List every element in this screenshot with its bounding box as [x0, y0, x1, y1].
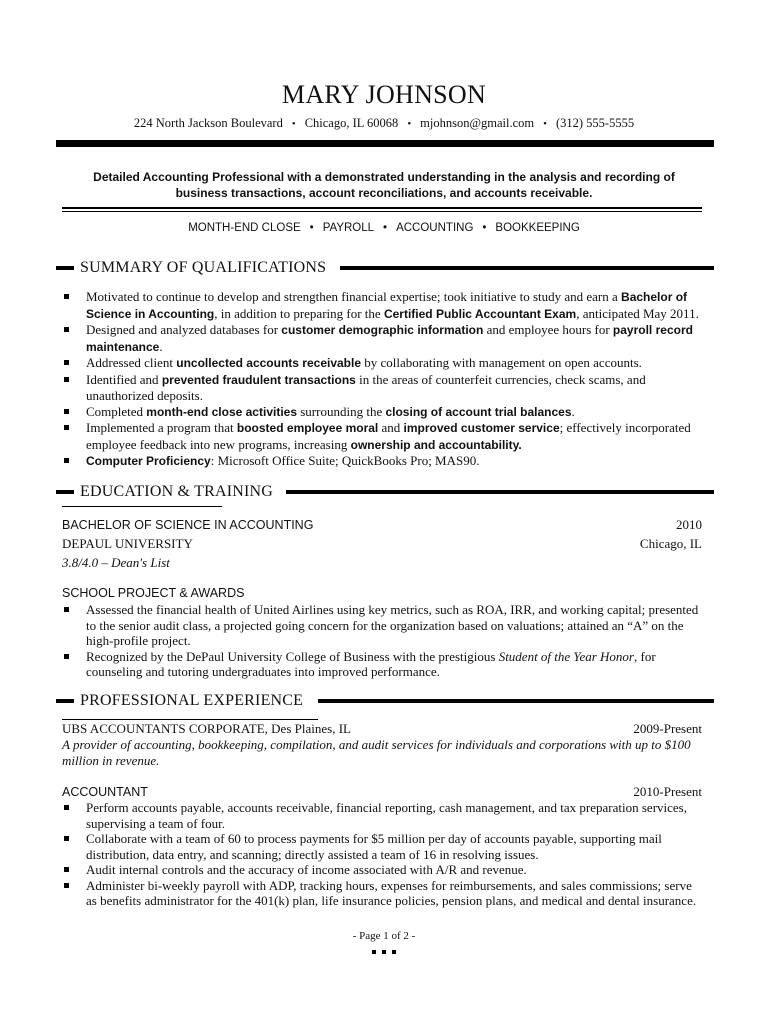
degree-year: 2010 [676, 517, 702, 532]
role-row [62, 784, 702, 801]
bullet-separator: • [482, 222, 487, 234]
list-item: Designed and analyzed databases for customer demographic information and employee hours for payroll record maintenance. [62, 322, 702, 355]
section-heading-qualifications [56, 258, 714, 278]
list-item: Addressed client uncollected accounts receivable by collaborating with management on open accounts. [62, 355, 702, 372]
footer-ornament [0, 944, 768, 960]
keyword: PAYROLL [322, 222, 375, 234]
section-underline [62, 506, 222, 507]
city: Chicago, IL 60068 [304, 116, 399, 130]
company-dates: 2009-Present [633, 721, 702, 736]
list-item: Assessed the financial health of United Airlines using key metrics, such as ROA, IRR, and working capital; presented to the senior audit class, a projected going concern for the organization based on valuations; attained an “A” on the high-profile project. [62, 602, 702, 649]
section-heading-experience [56, 691, 714, 711]
section-heading-education [56, 482, 714, 502]
page-number: - Page 1 of 2 - [352, 930, 416, 942]
company-location: Des Plaines, IL [267, 721, 351, 736]
profile-line: Detailed Accounting Professional with a demonstrated understanding in the analysis and recording of [93, 170, 675, 184]
section-title: PROFESSIONAL EXPERIENCE [80, 691, 307, 711]
list-item: Collaborate with a team of 60 to process payments for $5 million per day of accounts payable, supporting mail distribution, data entry, and scanning; directly assisted a team of 16 in resolving issues. [62, 831, 702, 862]
list-item: Implemented a program that boosted employee moral and improved customer service; effectively incorporated employee feedback into new programs, increasing ownership and accountability. [62, 420, 702, 453]
degree-row [62, 517, 702, 534]
list-item: Completed month-end close activities surrounding the closing of account trial balances. [62, 404, 702, 421]
keyword: BOOKKEEPING [495, 222, 580, 234]
degree-title: BACHELOR OF SCIENCE IN ACCOUNTING [62, 518, 314, 532]
contact-line [0, 116, 768, 133]
list-item: Recognized by the DePaul University College of Business with the prestigious Student of the Year Honor, for counseling and tutoring undergraduates into improved performance. [62, 649, 702, 680]
bullet-separator: • [407, 118, 412, 130]
section-title: SUMMARY OF QUALIFICATIONS [80, 258, 330, 278]
profile-divider [62, 211, 702, 212]
bullet-separator: • [309, 222, 314, 234]
section-title: EDUCATION & TRAINING [80, 482, 277, 502]
company-description: A provider of accounting, bookkeeping, compilation, and audit services for individuals and corporations with up to $100 million in revenue. [62, 737, 691, 768]
project-list [62, 602, 702, 680]
section-underline [62, 719, 318, 720]
experience-list [62, 800, 702, 909]
role-dates: 2010-Present [633, 784, 702, 799]
bullet-separator: • [543, 118, 547, 130]
list-item: Administer bi-weekly payroll with ADP, tracking hours, expenses for reimbursements, and sales commissions; serve as benefits administrator for the 401(k) plan, life insurance policies, pension plans, and medical and dental insurance. [62, 878, 702, 909]
list-item: Identified and prevented fraudulent transactions in the areas of counterfeit currencies, check scams, and unauthorized deposits. [62, 372, 702, 404]
keywords-line [0, 221, 768, 237]
list-item: Computer Proficiency: Microsoft Office Suite; QuickBooks Pro; MAS90. [62, 453, 702, 470]
keyword: ACCOUNTING [396, 222, 474, 234]
profile-divider [62, 207, 702, 209]
bullet-separator: • [383, 222, 388, 234]
school-row [62, 536, 702, 552]
phone: (312) 555-5555 [555, 116, 635, 130]
bullet-separator: • [291, 118, 296, 130]
profile-line: business transactions, account reconciliations, and accounts receivable. [175, 185, 593, 200]
school-location: Chicago, IL [639, 536, 702, 551]
school-name: DEPAUL UNIVERSITY [62, 536, 193, 551]
list-item: Audit internal controls and the accuracy of income associated with A/R and revenue. [62, 862, 702, 878]
address: 224 North Jackson Boulevard [133, 116, 283, 130]
project-heading: SCHOOL PROJECT & AWARDS [62, 586, 245, 600]
profile-summary [60, 170, 708, 201]
company-row [62, 721, 702, 737]
keyword: MONTH-END CLOSE [188, 222, 301, 234]
gpa-line: 3.8/4.0 – Dean's List [62, 555, 170, 570]
qualifications-list [62, 289, 702, 470]
list-item: Perform accounts payable, accounts receivable, financial reporting, cash management, and tax preparation services, supervising a team of four. [62, 800, 702, 831]
company-name: UBS ACCOUNTANTS CORPORATE, [62, 721, 268, 736]
email: mjohnson@gmail.com [420, 116, 535, 130]
role-title: ACCOUNTANT [62, 785, 148, 799]
list-item: Motivated to continue to develop and strengthen financial expertise; took initiative to study and earn a Bachelor of Science in Accounting, in addition to preparing for the Certified Public Accountant Exam, anticipated May 2011. [62, 289, 702, 322]
resume-name: MARY JOHNSON [281, 80, 487, 109]
header-divider [56, 140, 714, 147]
